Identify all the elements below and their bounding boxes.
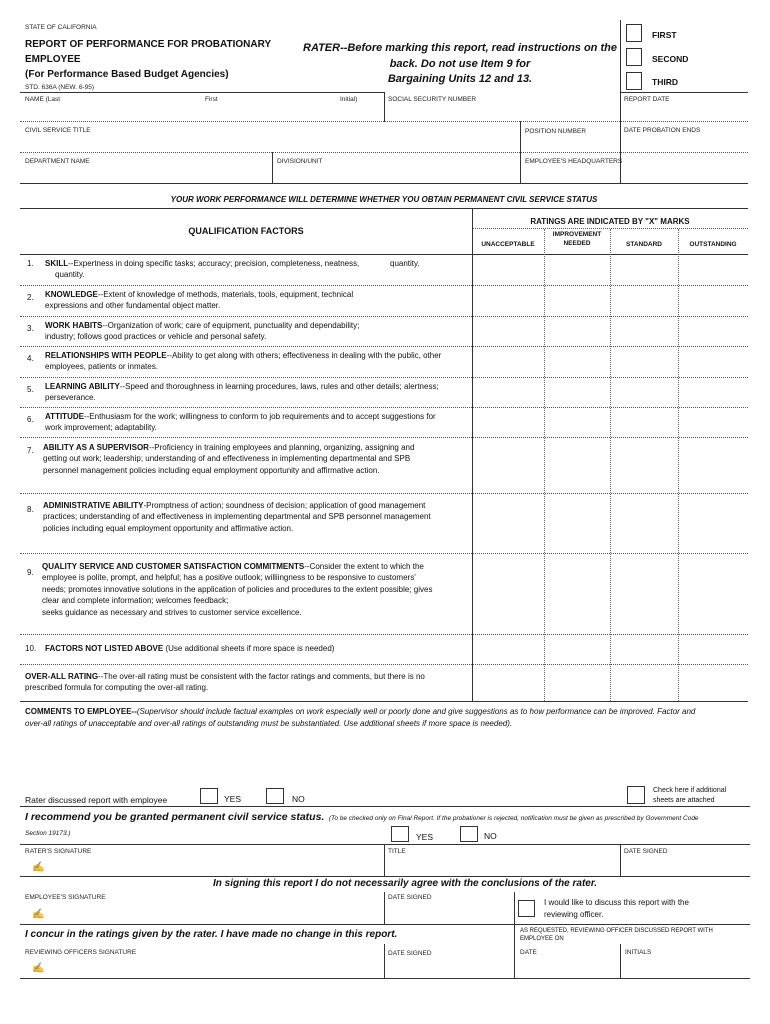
position-number-label: POSITION NUMBER: [525, 128, 587, 135]
qualification-factors-header: QUALIFICATION FACTORS: [188, 226, 304, 236]
factor-4-title: RELATIONSHIPS WITH PEOPLE: [45, 351, 167, 360]
state-label: STATE OF CALIFORNIA: [25, 24, 97, 31]
factor-8-desc: -Promptness of action; soundness of decision; application of good management: [143, 501, 426, 510]
second-report-checkbox[interactable]: [626, 48, 642, 66]
form-number: STD. 636A (NEW. 6-95): [25, 84, 94, 91]
recommend-note: (To be checked only on Final Report. If the probationer is rejected, notification must be given as prescribed by Government Code: [328, 815, 699, 822]
rater-note-line3: Bargaining Units 12 and 13.: [387, 73, 533, 85]
factor-9-desc5: seeks guidance as necessary and strives to customer service excellence.: [42, 607, 302, 617]
factor-9-number: 9.: [27, 568, 34, 577]
factor-7-title: ABILITY AS A SUPERVISOR: [43, 443, 149, 452]
factor-2-desc2: expressions and other fundamental object matter.: [45, 301, 221, 311]
factor-10-text: [45, 643, 465, 654]
employee-statement: In signing this report I do not necessarily agree with the conclusions of the rater.: [213, 878, 597, 889]
comments-section[interactable]: [25, 706, 750, 729]
factor-5-title: LEARNING ABILITY: [45, 382, 120, 391]
reviewing-signature-label: REVIEWING OFFICERS SIGNATURE: [25, 949, 137, 956]
factor-4-desc2: employees, patients or inmates.: [45, 362, 158, 372]
factor-8-number: 8.: [27, 505, 34, 514]
factor-7-desc2: getting out work; leadership; understanding of and effectiveness in implementing departmental and SPB: [43, 454, 411, 464]
form-title: [25, 37, 271, 82]
factor-10-number: 10.: [25, 644, 37, 653]
overall-rating-desc: --The over-all rating must be consistent with the factor ratings and comments, but there is no: [98, 672, 425, 681]
factor-2-title: KNOWLEDGE: [45, 290, 98, 299]
third-label: THIRD: [652, 77, 678, 87]
reviewing-note-line1: AS REQUESTED, REVIEWING OFFICER DISCUSSED REPORT WITH: [520, 928, 713, 934]
discussed-no-checkbox[interactable]: [266, 788, 284, 804]
factor-9-title: QUALITY SERVICE AND CUSTOMER SATISFACTION COMMITMENTS: [42, 562, 305, 571]
recommend-no-label: NO: [484, 831, 497, 841]
reviewing-pen-icon[interactable]: ✍: [32, 963, 45, 974]
factor-5-desc2: perseverance.: [45, 393, 96, 403]
recommend-no-checkbox[interactable]: [460, 826, 478, 842]
name-last-label: NAME (Last: [25, 96, 61, 103]
col-unacceptable: UNACCEPTABLE: [481, 241, 535, 248]
factor-9-desc2: employee is polite, prompt, and helpful; has a positive outlook; williingness to be responsive to customers': [42, 573, 416, 583]
ratings-header: RATINGS ARE INDICATED BY "X" MARKS: [530, 217, 690, 226]
factor-5-number: 5.: [27, 385, 34, 394]
additional-sheets-checkbox[interactable]: [627, 786, 645, 804]
factor-6-desc: --Enthusiasm for the work; willingness to conform to job requirements and to accept suggestions for: [83, 412, 436, 421]
rater-pen-icon[interactable]: ✍: [32, 862, 45, 873]
comments-desc2: over-all ratings of unacceptable and over-all ratings of outstanding must be substantiated. Use additional sheets if more space is needed).: [25, 718, 513, 728]
employee-hq-label: EMPLOYEE'S HEADQUARTERS: [525, 158, 623, 165]
employee-pen-icon[interactable]: ✍: [32, 909, 45, 920]
ssn-label: SOCIAL SECURITY NUMBER: [388, 96, 477, 103]
division-unit-label: DIVISION/UNIT: [277, 158, 323, 165]
recommend-title: I recommend you be granted permanent civil service status.: [25, 811, 325, 823]
factor-9-desc3: needs; promotes innovative solutions in the application of policies and procedures to the extent possible; gives: [42, 584, 433, 594]
factor-7-number: 7.: [27, 446, 34, 455]
performance-banner: YOUR WORK PERFORMANCE WILL DETERMINE WHETHER YOU OBTAIN PERMANENT CIVIL SERVICE STATUS: [170, 195, 598, 204]
factor-1-desc2: quantity.: [55, 270, 85, 280]
overall-rating-desc2: prescribed formula for computing the over-all rating.: [25, 683, 209, 693]
discussed-date-label: DATE: [520, 949, 537, 956]
factor-6-text: [45, 411, 465, 434]
discuss-line1: I would like to discuss this report with the: [544, 898, 689, 907]
discuss-with-reviewer-label: [544, 897, 689, 921]
third-report-checkbox[interactable]: [626, 72, 642, 90]
reviewing-date-label: DATE SIGNED: [388, 950, 432, 957]
additional-sheets-line2: sheets are attached: [653, 797, 715, 804]
factor-3-desc: --Organization of work; care of equipment, punctuality and dependability;: [102, 321, 360, 330]
discussed-yes-label: YES: [224, 794, 242, 804]
recommend-yes-checkbox[interactable]: [391, 826, 409, 842]
factor-2-number: 2.: [27, 293, 34, 302]
factor-4-desc: --Ability to get along with others; effectiveness in dealing with the public, other: [166, 351, 442, 360]
factor-2-text: [45, 289, 465, 312]
factor-8-desc2: practices; understanding of and effectiveness in implementing departmental and SPB personnel management: [43, 512, 431, 522]
date-probation-ends-label: DATE PROBATION ENDS: [624, 127, 701, 134]
factor-4-text: [45, 350, 465, 373]
factor-10-title: FACTORS NOT LISTED ABOVE: [45, 644, 164, 653]
factor-1-extra: quantity.: [390, 259, 420, 268]
discussed-no-label: NO: [292, 794, 305, 804]
factor-7-desc: --Proficiency in training employees and planning, organizing, assigning and: [148, 443, 415, 452]
report-date-label: REPORT DATE: [624, 96, 670, 103]
additional-sheets-line1: Check here if additional: [653, 787, 727, 794]
col-outstanding: OUTSTANDING: [689, 241, 737, 248]
factor-6-number: 6.: [27, 415, 34, 424]
factor-1-number: 1.: [27, 259, 34, 268]
form-title-line3: (For Performance Based Budget Agencies): [25, 69, 229, 80]
rater-title-label: TITLE: [388, 848, 406, 855]
factor-9-desc4: clear and complete information; welcomes feedback;: [42, 596, 229, 606]
employee-date-label: DATE SIGNED: [388, 894, 432, 901]
factor-9-text: [42, 561, 462, 618]
civil-service-title-label: CIVIL SERVICE TITLE: [25, 127, 91, 134]
rater-note-line2: back. Do not use Item 9 for: [389, 57, 531, 70]
factor-5-text: [45, 381, 465, 404]
factor-1-title: SKILL: [45, 259, 69, 268]
factor-8-desc3: policies including equal employment opportunity and affirmative action.: [43, 523, 294, 533]
discussed-yes-checkbox[interactable]: [200, 788, 218, 804]
reviewing-note-line2: EMPLOYEE ON: [520, 936, 564, 942]
col-improvement-needed: IMPROVEMENT NEEDED: [552, 231, 602, 247]
factor-6-title: ATTITUDE: [45, 412, 84, 421]
name-first-label: First: [205, 96, 218, 103]
factor-7-text: [43, 442, 463, 476]
form-title-line1: REPORT OF PERFORMANCE FOR PROBATIONARY: [25, 39, 272, 50]
form-title-line2: EMPLOYEE: [25, 54, 81, 65]
reviewing-note: [520, 927, 713, 943]
first-label: FIRST: [652, 30, 677, 40]
factor-1-desc: --Expertness in doing specific tasks; accuracy; precision, completeness, neatness,: [68, 259, 360, 268]
department-name-label: DEPARTMENT NAME: [25, 158, 90, 165]
factor-3-number: 3.: [27, 324, 34, 333]
initials-label: INITIALS: [625, 949, 652, 956]
factor-2-desc: --Extent of knowledge of methods, materials, tools, equipment, technical: [97, 290, 354, 299]
factor-9-desc: --Consider the extent to which the: [304, 562, 424, 571]
factor-3-desc2: industry; follows good practices or vehicle and personal safety.: [45, 332, 267, 342]
overall-rating-text: [25, 671, 470, 694]
rater-note-line1: RATER--Before marking this report, read instructions on the: [303, 42, 617, 54]
factor-3-text: [45, 320, 465, 343]
recommend-note2: Section 19173.): [25, 830, 71, 837]
factor-6-desc2: work improvement; adaptability.: [45, 423, 157, 433]
discuss-line2: reviewing officer.: [544, 910, 604, 919]
factor-8-title: ADMINISTRATIVE ABILITY: [43, 501, 144, 510]
first-report-checkbox[interactable]: [626, 24, 642, 42]
employee-signature-label: EMPLOYEE'S SIGNATURE: [25, 894, 106, 901]
recommend-section: [25, 810, 750, 840]
factor-3-title: WORK HABITS: [45, 321, 103, 330]
discussed-label: Rater discussed report with employee: [25, 795, 168, 805]
name-initial-label: Initial): [340, 96, 358, 103]
discuss-with-reviewer-checkbox[interactable]: [518, 900, 535, 917]
factor-8-text: [43, 500, 463, 534]
rater-note: [290, 41, 630, 88]
factor-5-desc: --Speed and thoroughness in learning procedures, laws, rules and other details; alertness;: [119, 382, 439, 391]
additional-sheets-label: [653, 786, 726, 806]
col-standard: STANDARD: [626, 241, 662, 248]
comments-desc: (Supervisor should include factual examples on work especially well or poorly done and give suggestions as to how performance can be improved. Factor and: [136, 707, 696, 716]
comments-title: COMMENTS TO EMPLOYEE--: [25, 707, 137, 716]
rater-date-label: DATE SIGNED: [624, 848, 668, 855]
factor-4-number: 4.: [27, 354, 34, 363]
second-label: SECOND: [652, 54, 689, 64]
concur-statement: I concur in the ratings given by the rater. I have made no change in this report.: [25, 929, 398, 940]
overall-rating-title: OVER-ALL RATING: [25, 672, 99, 681]
factor-10-desc: (Use additional sheets if more space is needed): [163, 644, 335, 653]
rater-signature-label: RATER'S SIGNATURE: [25, 848, 92, 855]
factor-7-desc3: personnel management policies including equal employment opportunity and affirmative action.: [43, 465, 380, 475]
recommend-yes-label: YES: [416, 832, 434, 842]
